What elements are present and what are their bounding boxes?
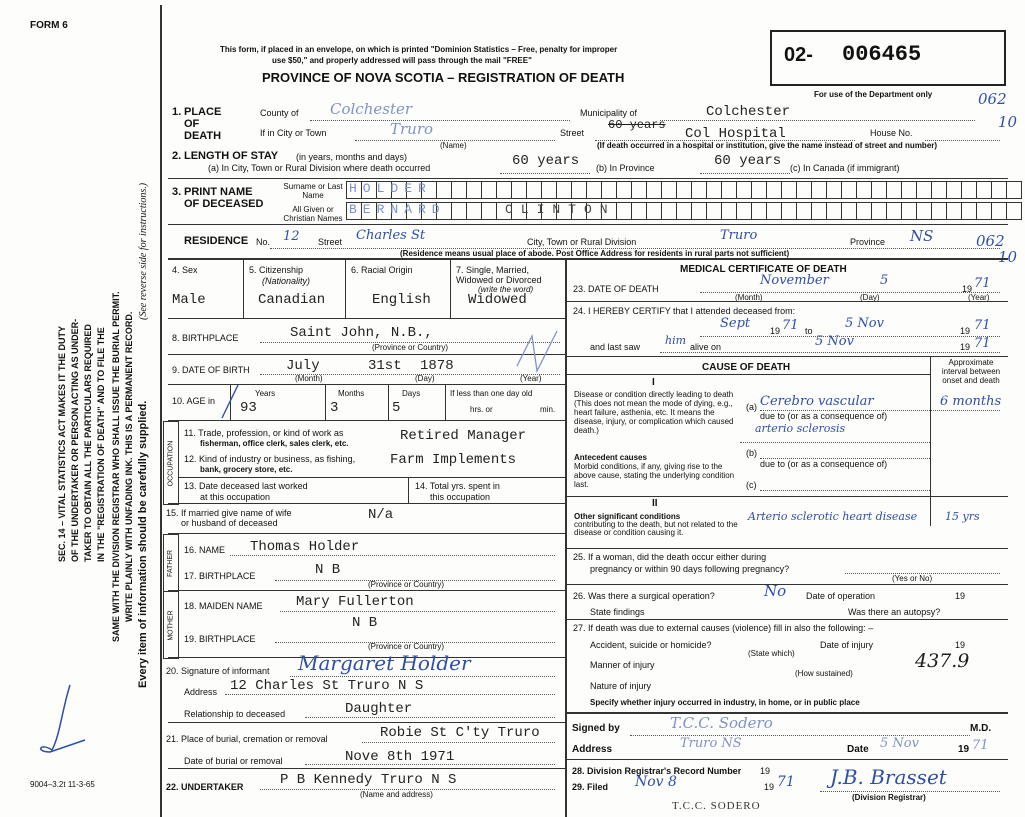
registrar-label: (Division Registrar) — [852, 793, 926, 802]
autopsy-label: Was there an autopsy? — [848, 607, 941, 617]
cert-label: 24. I HEREBY CERTIFY that I attended deceased from: — [573, 306, 796, 316]
attend-from: Sept — [720, 316, 751, 331]
side-instruction-6: WRITE PLAINLY WITH UNFADING INK. THIS IS A PERMANENT RECORD. — [124, 311, 134, 622]
attend-to-year-prefix: 19 — [960, 326, 971, 336]
age-days: 5 — [392, 400, 401, 416]
other-conditions-note: contributing to the death, but not related to the disease or condition causing it. — [574, 520, 738, 537]
surname-label: Surname or Last Name — [283, 182, 343, 200]
dod-day-label: (Day) — [860, 293, 880, 302]
dod-year-label: (Year) — [968, 293, 990, 302]
undertaker-value: P B Kennedy Truro N S — [280, 772, 457, 788]
birthplace-value: Saint John, N.B., — [290, 325, 433, 341]
cause-a-marker: (a) — [746, 402, 757, 412]
interval-a-value: 6 months — [940, 394, 1002, 409]
hospital-note: (If death occurred in a hospital or institution, give the name instead of street and number) — [597, 141, 938, 150]
occ-q11: 11. Trade, profession, or kind of work as — [184, 428, 344, 438]
spouse-value: N/a — [368, 507, 394, 523]
stay-b-label: (b) In Province — [596, 163, 655, 173]
age-hrs-label: hrs. or — [470, 405, 493, 414]
dob-year: 1878 — [420, 358, 454, 374]
occ-q13b: at this occupation — [200, 492, 271, 502]
dept-use-label: For use of the Department only — [814, 90, 933, 99]
name-number: 3. — [172, 186, 182, 198]
res-prov-label: Province — [850, 237, 886, 247]
stay-label: LENGTH OF STAY — [184, 150, 279, 162]
dept-code-2b: 10 — [998, 248, 1018, 266]
due-to-label-a: due to (or as a consequence of) — [760, 411, 888, 421]
age-months-label: Months — [338, 389, 365, 398]
occ-q14b: this occupation — [430, 492, 491, 502]
yes-no-label: (Yes or No) — [892, 574, 933, 583]
mother-band: MOTHER — [163, 591, 179, 659]
form-label: FORM 6 — [30, 20, 68, 31]
medical-header: MEDICAL CERTIFICATE OF DEATH — [680, 264, 847, 275]
nature-label: Nature of injury — [590, 681, 652, 691]
name-label-2: OF DECEASED — [184, 198, 264, 210]
margin-pen-mark — [30, 680, 90, 760]
res-no-label: No. — [256, 237, 271, 247]
age-days-label: Days — [402, 389, 421, 398]
last-seen-value: him — [665, 334, 687, 347]
q28-label: 28. Division Registrar's Record Number — [572, 766, 742, 776]
alive-year: 71 — [974, 336, 991, 351]
registrar-signature: J.B. Brasset — [830, 765, 947, 789]
mother-bp-label: 19. BIRTHPLACE — [184, 634, 256, 644]
part-one: I — [652, 377, 655, 388]
occ-q11b: fisherman, office clerk, sales clerk, etc. — [200, 439, 349, 448]
attend-from-year: 71 — [782, 318, 799, 333]
mother-bp-note: (Province or Country) — [368, 642, 445, 651]
due-to-label-b: due to (or as a consequence of) — [760, 459, 888, 469]
op-date-label: Date of operation — [806, 591, 876, 601]
dod-month: November — [760, 273, 829, 288]
county-value: Colchester — [330, 100, 413, 118]
informant-rel-label: Relationship to deceased — [184, 709, 286, 719]
last-seen-label: and last saw — [590, 342, 641, 352]
antecedent-label: Antecedent causes — [574, 453, 647, 462]
father-name: Thomas Holder — [250, 539, 360, 555]
dob-month-label: (Month) — [295, 374, 323, 383]
cause-a2-value: arterio sclerosis — [755, 422, 846, 435]
citizenship-label: 5. Citizenship — [249, 265, 304, 275]
cause-c-label: (c) — [746, 480, 757, 490]
part-two: II — [652, 498, 658, 509]
q25-label: 25. If a woman, did the death occur either during — [573, 552, 767, 562]
cause-b-label: (b) — [746, 448, 757, 458]
street-value: Col Hospital — [685, 126, 786, 142]
marital-value: Widowed — [468, 292, 527, 308]
side-instruction-1: SEC. 14 – VITAL STATISTICS ACT MAKES IT THE DUTY — [57, 325, 67, 562]
cert-date-label: Date — [847, 744, 869, 755]
q27-label: 27. If death was due to external causes (violence) fill in also the following: – — [573, 623, 874, 633]
informant-sig-label: 20. Signature of informant — [166, 666, 270, 676]
burial-date: Nove 8th 1971 — [345, 749, 455, 765]
sex-label: 4. Sex — [172, 265, 198, 275]
undertaker-label: 22. UNDERTAKER — [166, 782, 244, 792]
marital-note: (write the word) — [478, 285, 534, 294]
res-street-value: Charles St — [356, 228, 426, 243]
occ-q12b: bank, grocery store, etc. — [200, 465, 293, 474]
reg-prefix: 02- — [784, 44, 813, 66]
age-lt-label: If less than one day old — [450, 389, 533, 398]
form-left-border — [160, 5, 162, 817]
birthplace-note: (Province or Country) — [372, 343, 449, 352]
signed-value: T.C.C. Sodero — [670, 714, 773, 732]
dod-month-label: (Month) — [735, 293, 763, 302]
res-city-label: City, Town or Rural Division — [527, 237, 637, 247]
dod-year: 71 — [974, 276, 991, 291]
age-years-label: Years — [255, 389, 276, 398]
q26-value: No — [764, 582, 787, 600]
side-instruction-7: Every item of information should be carefully supplied. — [137, 400, 149, 688]
father-bp-label: 17. BIRTHPLACE — [184, 571, 256, 581]
age-months: 3 — [330, 400, 339, 416]
registration-number-box — [770, 30, 1006, 86]
antecedent-note: Morbid conditions, if any, giving rise to the above cause, stating the underlying condition last. — [574, 462, 735, 489]
birthplace-pen-mark — [512, 326, 562, 376]
other-conditions-label: Other significant conditions — [574, 512, 681, 521]
cert-year: 71 — [972, 738, 989, 753]
given-boxes — [346, 202, 1022, 220]
alive-on-label: alive on — [690, 342, 722, 352]
side-instruction-2: OF THE UNDERTAKER OR PERSON ACTING AS UNDER- — [70, 318, 80, 562]
municipality-label: Municipality of — [580, 108, 638, 118]
city-label: If in City or Town — [260, 128, 327, 138]
record-year-prefix: 19 — [760, 766, 771, 776]
attend-to: 5 Nov — [845, 316, 884, 331]
occ-q12: 12. Kind of industry or business, as fishing, — [184, 454, 356, 464]
q25b-label: pregnancy or within 90 days following pregnancy? — [590, 564, 790, 574]
res-prov-value: NS — [910, 227, 934, 245]
dob-day-label: (Day) — [415, 374, 435, 383]
signed-label: Signed by — [572, 723, 620, 734]
md-label: M.D. — [970, 723, 992, 734]
other-conditions-value: Arterio sclerotic heart disease — [748, 510, 918, 523]
filed-date: Nov 8 — [635, 774, 677, 790]
cause-a-value: Cerebro vascular — [760, 394, 874, 409]
name-label-1: PRINT NAME — [184, 186, 253, 198]
mother-name-label: 18. MAIDEN NAME — [184, 601, 263, 611]
side-instruction-8: (See reverse side for instructions.) — [138, 182, 149, 320]
given-name-2: CLINTON — [505, 202, 616, 217]
injury-date-label: Date of injury — [820, 640, 874, 650]
stay-label-note: (in years, months and days) — [296, 152, 408, 162]
accident-label: Accident, suicide or homicide? — [590, 640, 712, 650]
side-instruction-5: SAME WITH THE DIVISION REGISTRAR WHO SHALL ISSUE THE BURIAL PERMIT. — [111, 291, 121, 642]
form-code: 9004–3.2t 11-3-65 — [30, 780, 95, 789]
street-label: Street — [560, 128, 585, 138]
father-band: FATHER — [163, 534, 179, 592]
cause-header: CAUSE OF DEATH — [702, 362, 791, 373]
dob-day: 31st — [368, 358, 402, 374]
sex-value: Male — [172, 292, 206, 308]
side-instruction-4: IN THE "REGISTRATION OF DEATH" AND TO FILE THE — [96, 327, 106, 562]
house-label: House No. — [870, 128, 913, 138]
reg-number: 006465 — [842, 42, 922, 67]
interval-header: Approximate interval between onset and death — [941, 358, 1001, 385]
father-bp-note: (Province or Country) — [368, 580, 445, 589]
q29-label: 29. Filed — [572, 782, 609, 792]
age-years: 93 — [240, 400, 257, 416]
informant-signature: Margaret Holder — [298, 651, 471, 675]
burial-date-label: Date of burial or removal — [184, 756, 283, 766]
how-sustained-label: (How sustained) — [795, 669, 853, 678]
occ-v12: Farm Implements — [390, 452, 517, 468]
father-bp: N B — [315, 562, 341, 578]
occupation-band: OCCUPATION — [163, 421, 179, 505]
other-interval-value: 15 yrs — [945, 510, 980, 523]
dod-day: 5 — [880, 273, 889, 288]
dod-year-prefix: 19 — [962, 284, 973, 294]
res-no-value: 12 — [283, 229, 300, 244]
stay-number: 2. — [172, 150, 182, 162]
mother-bp: N B — [352, 615, 378, 631]
stay-a-value: 60 years — [512, 153, 580, 169]
q26-label: 26. Was there a surgical operation? — [573, 591, 715, 601]
age-min-label: min. — [540, 405, 556, 414]
dept-code-1: 062 — [978, 90, 1007, 108]
footer-signature: T.C.C. SODERO — [672, 800, 761, 812]
res-street-label: Street — [318, 237, 343, 247]
residence-note: (Residence means usual place of abode. Post Office Address for residents in rural parts not sufficient) — [400, 249, 790, 258]
place-number: 1. — [172, 106, 182, 118]
injury-year-prefix: 19 — [955, 640, 966, 650]
occ-q14: 14. Total yrs. spent in — [415, 481, 500, 491]
dob-year-label: (Year) — [520, 374, 542, 383]
op-year-prefix: 19 — [955, 591, 966, 601]
age-label: 10. AGE in — [172, 396, 216, 406]
dept-code-1b: 062 — [976, 232, 1005, 250]
filed-year-prefix: 19 — [764, 782, 775, 792]
birthplace-label: 8. BIRTHPLACE — [172, 333, 239, 343]
given-name-1: BERNARD — [349, 202, 446, 217]
marital-label: 7. Single, Married, Widowed or Divorced — [456, 265, 542, 285]
place-label: PLACE OF DEATH — [184, 106, 222, 142]
attend-to-year: 71 — [974, 318, 991, 333]
alive-year-prefix: 19 — [960, 342, 971, 352]
attend-from-year-prefix: 19 — [770, 326, 781, 336]
racial-label: 6. Racial Origin — [351, 265, 413, 275]
state-which-label: (State which) — [748, 649, 795, 658]
surname-value: HOLDER — [349, 181, 432, 196]
filed-year: 71 — [777, 774, 795, 790]
dod-label: 23. DATE OF DEATH — [573, 284, 659, 294]
specify-label: Specify whether injury occurred in industry, in home, or in public place — [590, 698, 860, 707]
age-pen-mark — [218, 382, 242, 422]
cert-date: 5 Nov — [880, 736, 919, 751]
findings-label: State findings — [590, 607, 645, 617]
side-instruction-3: TAKER TO OBTAIN ALL THE PARTICULARS REQUIRED — [83, 324, 93, 562]
burial-place: Robie St C'ty Truro — [380, 725, 540, 741]
dob-month: July — [286, 358, 320, 374]
dept-code-2: 10 — [998, 113, 1018, 131]
citizenship-value: Canadian — [258, 292, 326, 308]
citizenship-note: (Nationality) — [262, 276, 311, 286]
cert-year-prefix: 19 — [958, 744, 970, 755]
stay-a-label: (a) In City, Town or Rural Division where death occurred — [208, 163, 431, 173]
stay-c-label: (c) In Canada (if immigrant) — [790, 163, 900, 173]
racial-value: English — [372, 292, 431, 308]
dob-label: 9. DATE OF BIRTH — [172, 365, 250, 375]
mother-name: Mary Fullerton — [296, 594, 414, 610]
father-name-label: 16. NAME — [184, 545, 226, 555]
cert-address-label: Address — [572, 744, 613, 755]
postal-note-1: This form, if placed in an envelope, on which is printed "Dominion Statistics – Free, penalty for improper — [220, 45, 618, 54]
spouse-label: 15. If married give name of wife — [166, 508, 292, 518]
postal-note-2: use $50," and properly addressed will pass through the mail "FREE" — [272, 56, 532, 65]
burial-place-label: 21. Place of burial, cremation or removal — [166, 734, 328, 744]
undertaker-note: (Name and address) — [360, 790, 433, 799]
immediate-cause-label: Disease or condition directly leading to death (This does not mean the mode of dying, e.g., heart failure, asthenia, etc. It means the disease, injury, or complication which caused death.) — [574, 390, 734, 435]
attend-to-label: to — [805, 326, 813, 336]
surname-boxes — [346, 181, 1022, 199]
street-struck: 60 years — [608, 118, 666, 132]
form-title: PROVINCE OF NOVA SCOTIA – REGISTRATION OF DEATH — [262, 70, 625, 85]
cert-address: Truro NS — [680, 736, 742, 751]
city-value: Truro — [390, 120, 434, 138]
residence-label: RESIDENCE — [184, 235, 249, 247]
manner-label: Manner of injury — [590, 660, 655, 670]
occ-v11: Retired Manager — [400, 428, 527, 444]
alive-on-value: 5 Nov — [815, 334, 854, 349]
informant-rel: Daughter — [345, 701, 413, 717]
occ-q13: 13. Date deceased last worked — [184, 481, 308, 491]
stay-b-value: 60 years — [714, 153, 782, 169]
informant-address: 12 Charles St Truro N S — [230, 678, 424, 694]
city-name-note: (Name) — [440, 141, 467, 150]
spouse-label-b: or husband of deceased — [181, 518, 278, 528]
res-city-value: Truro — [720, 228, 758, 243]
informant-address-label: Address — [184, 687, 218, 697]
cause-code: 437.9 — [915, 650, 970, 672]
given-label: All Given or Christian Names — [283, 205, 343, 223]
municipality-value: Colchester — [706, 104, 791, 120]
county-label: County of — [260, 108, 299, 118]
